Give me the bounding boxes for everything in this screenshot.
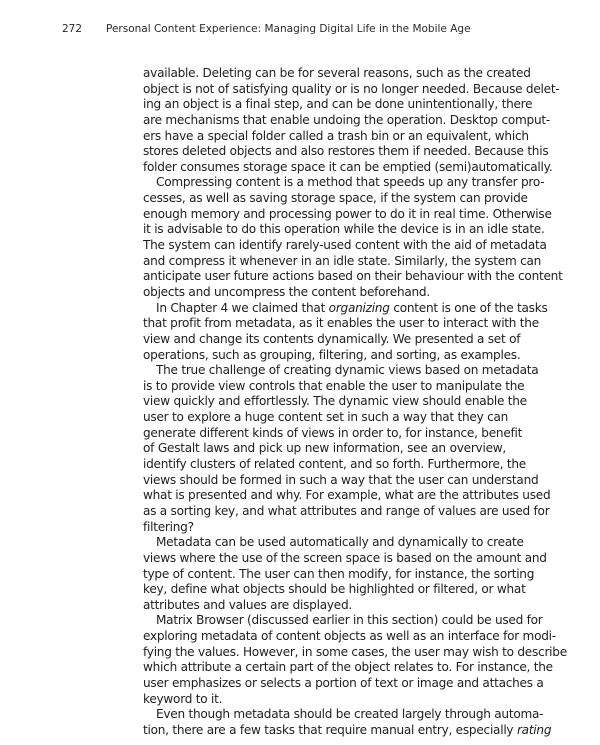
paragraph	[143, 300, 548, 364]
text-line: Metadata can be used automatically and dynamically to create	[156, 535, 524, 550]
text-line: view and change its contents dynamically. We presented a set of	[143, 331, 521, 346]
text-line: Compressing content is a method that speeds up any transfer pro-	[156, 175, 545, 190]
text-line: as a sorting key, and what attributes and range of values are used for	[143, 503, 550, 518]
text-line: object is not of satisfying quality or is no longer needed. Because delet-	[143, 81, 560, 96]
paragraph	[143, 363, 551, 535]
paragraph	[143, 535, 547, 613]
text-line: fying the values. However, in some cases, the user may wish to describe	[143, 644, 567, 659]
paragraph	[143, 613, 567, 707]
text-line: objects and uncompress the content beforehand.	[143, 284, 430, 299]
text-line: type of content. The user can then modify, for instance, the sorting	[143, 566, 535, 581]
text-line: views should be formed in such a way that the user can understand	[143, 472, 539, 487]
text-line: identify clusters of related content, and so forth. Furthermore, the	[143, 457, 526, 472]
text-line: of Gestalt laws and pick up new information, see an overview,	[143, 441, 506, 456]
text-line: user emphasizes or selects a portion of text or image and attaches a	[143, 675, 544, 690]
text-line: key, define what objects should be highlighted or filtered, or what	[143, 582, 526, 597]
body-text	[143, 66, 567, 739]
text-run: In Chapter 4 we claimed that	[156, 300, 329, 315]
text-line: ers have a special folder called a trash bin or an equivalent, which	[143, 128, 529, 143]
text-line: that profit from metadata, as it enables the user to interact with the	[143, 316, 539, 331]
text-line: anticipate user future actions based on their behaviour with the content	[143, 269, 563, 284]
text-line: cesses, as well as saving storage space, if the system can provide	[143, 191, 528, 206]
text-line: is to provide view controls that enable the user to manipulate the	[143, 378, 525, 393]
text-line: Even though metadata should be created largely through automa-	[156, 707, 544, 722]
page-number: 272	[62, 23, 83, 35]
text-line	[143, 722, 552, 739]
text-line: ing an object is a final step, and can be done unintentionally, there	[143, 97, 533, 112]
text-line: stores deleted objects and also restores them if needed. Because this	[143, 144, 549, 159]
text-line: folder consumes storage space it can be emptied (semi)automatically.	[143, 159, 553, 174]
text-line: and compress it whenever in an idle state. Similarly, the system can	[143, 253, 542, 268]
running-title: Personal Content Experience: Managing Digital Life in the Mobile Age	[106, 23, 471, 35]
text-line: available. Deleting can be for several reasons, such as the created	[143, 66, 531, 80]
emphasized-term: rating	[516, 722, 552, 737]
text-line: The true challenge of creating dynamic views based on metadata	[156, 363, 539, 378]
text-line: enough memory and processing power to do it in real time. Otherwise	[143, 206, 552, 221]
text-line: views where the use of the screen space is based on the amount and	[143, 550, 547, 565]
text-line: attributes and values are displayed.	[143, 597, 352, 612]
text-line: which attribute a certain part of the object relates to. For instance, the	[143, 660, 553, 675]
text-line	[143, 300, 548, 317]
text-line: user to explore a huge content set in such a way that they can	[143, 410, 509, 425]
running-header	[62, 23, 471, 35]
emphasized-term: organizing	[328, 300, 390, 315]
text-line: are mechanisms that enable undoing the operation. Desktop comput-	[143, 112, 550, 127]
text-run: tion, there are a few tasks that require manual entry, especially	[143, 722, 517, 737]
text-line: operations, such as grouping, filtering, and sorting, as examples.	[143, 347, 521, 362]
text-run: content is one of the tasks	[389, 300, 548, 315]
text-line: generate different kinds of views in order to, for instance, benefit	[143, 425, 523, 440]
text-line: The system can identify rarely-used content with the aid of metadata	[143, 238, 547, 253]
text-line: view quickly and effortlessly. The dynamic view should enable the	[143, 394, 527, 409]
paragraph	[143, 707, 552, 738]
paragraph	[143, 66, 560, 175]
text-line: keyword to it.	[143, 691, 223, 706]
paragraph	[143, 175, 563, 300]
text-line: what is presented and why. For example, what are the attributes used	[143, 488, 551, 503]
text-line: filtering?	[143, 519, 194, 534]
text-line: Matrix Browser (discussed earlier in this section) could be used for	[156, 613, 543, 628]
text-line: it is advisable to do this operation while the device is in an idle state.	[143, 222, 545, 237]
text-line: exploring metadata of content objects as well as an interface for modi-	[143, 629, 556, 644]
